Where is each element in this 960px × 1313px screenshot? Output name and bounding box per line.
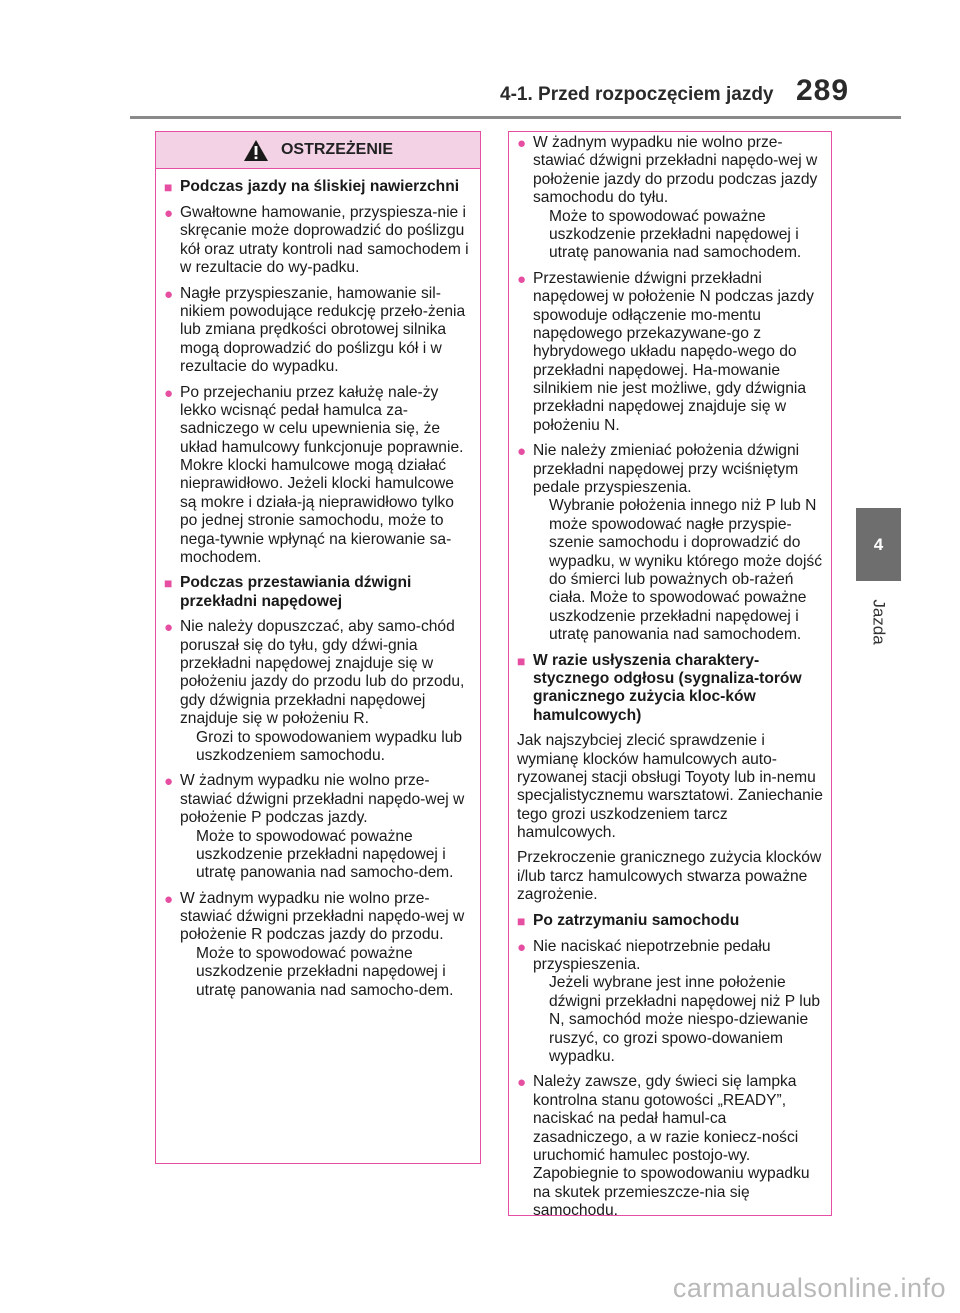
list-item-text: Po przejechaniu przez kałużę nale-ży lekko wcisnąć pedał hamulca za-sadniczego w celu upewnienia się, że układ hamulcowy funkcjonuje poprawnie. Mokre klocki hamulcowe mogą działać nieprawidłowo. Jeżeli klocki hamulcowe są mokre i działa-ją nieprawidłowo tylko po jednej stronie samochodu, może to nega-tywnie wpłynąć na kierowanie sa-mochodem.	[180, 383, 464, 567]
list-item-text: Nie należy dopuszczać, aby samo-chód poruszał się do tyłu, gdy dźwi-gnia przekładni napędowej znajduje się w położeniu jazdy do przodu lub do przodu, gdy dźwignia przekładni napędowej znajduje się w położeniu R.	[180, 618, 465, 728]
section-title: 4-1. Przed rozpoczęciem jazdy	[500, 84, 774, 105]
square-bullet-icon: ■	[164, 179, 173, 195]
chapter-tab[interactable]	[856, 508, 901, 581]
subheading-text: Podczas jazdy na śliskiej nawierzchni	[180, 178, 460, 195]
square-bullet-icon: ■	[164, 575, 173, 592]
warning-box-right	[508, 131, 832, 1220]
subheading-text: Podczas przestawiania dźwigni przekładni napędowej	[180, 574, 412, 610]
list-item	[164, 384, 474, 568]
list-item-text: Nagłe przyspieszanie, hamowanie sil-nikiem powodujące redukcję przeło-żenia lub zmiana prędkości obrotowej silnika mogą doprowadzić do poślizgu kół i w rezultacie do wypadku.	[180, 284, 466, 376]
list-item	[164, 890, 474, 1000]
circle-bullet-icon: ●	[164, 285, 174, 303]
list-item-subtext: Może to spowodować poważne uszkodzenie przekładni napędowej i utratę panowania nad samochodem.	[549, 207, 802, 262]
list-item	[517, 1073, 825, 1220]
circle-bullet-icon: ●	[164, 205, 174, 222]
list-item	[164, 618, 474, 765]
warning-header	[156, 132, 480, 169]
circle-bullet-icon: ●	[164, 773, 174, 791]
list-item-subtext: Jeżeli wybrane jest inne położenie dźwigni przekładni napędowej niż P lub N, samochód może niespo-dziewanie ruszyć, co grozi spowo-dowaniem wypadku.	[549, 974, 821, 1065]
chapter-number: 4	[873, 534, 884, 554]
watermark: carmanualsonline.info	[672, 1273, 946, 1303]
circle-bullet-icon: ●	[164, 384, 174, 402]
list-item-text: W żadnym wypadku nie wolno prze-stawiać dźwigni przekładni napędo-wej w położenie P podczas jazdy.	[180, 772, 465, 827]
list-item-subtext: Wybranie położenia innego niż P lub N może spowodować nagłe przyspie-szenie samochodu i doprowadzić do wypadku, w wyniku którego może dojść do śmierci lub poważnych ob-rażeń ciała. Może to spowodować poważne uszkodzenie przekładni napędowej i utratę panowania nad samochodem.	[549, 497, 823, 644]
list-item-text: Nie należy zmieniać położenia dźwigni przekładni napędowej przy wciśniętym pedale przyspieszenia.	[533, 442, 800, 497]
list-item	[517, 134, 825, 263]
list-item-text: Przestawienie dźwigni przekładni napędowej w położenie N podczas jazdy spowoduje odłączenie mo-mentu napędowego przekazywane-go z hybrydowego układu napędo-wego do przekładni napędowej. Ha-mowanie silnikiem nie jest możliwe, gdy dźwignia przekładni napędowej znajduje się w położeniu N.	[533, 269, 814, 434]
list-item-subtext: Może to spowodować poważne uszkodzenie przekładni napędowej i utratę panowania nad samocho-dem.	[196, 944, 454, 999]
list-item	[517, 270, 825, 436]
page-number: 289	[796, 74, 850, 107]
list-item-text: W żadnym wypadku nie wolno prze-stawiać dźwigni przekładni napędo-wej w położenie jazdy do przodu podczas jazdy samochodu do tyłu.	[533, 134, 818, 207]
list-item	[164, 772, 474, 882]
chapter-label-wrap	[856, 592, 901, 652]
circle-bullet-icon: ●	[517, 938, 527, 956]
subheading-brake-wear	[517, 652, 825, 726]
list-item	[517, 938, 825, 1067]
list-item-text: Gwałtowne hamowanie, przyspiesza-nie i skręcanie może doprowadzić do poślizgu kół oraz utraty kontroli nad samochodem i w rezultacie do wy-padku.	[180, 204, 469, 277]
paragraph: Jak najszybciej zlecić sprawdzenie i wymianę klocków hamulcowych auto-ryzowanej stacji obsługi Toyoty lub in-nemu specjalistycznemu warsztatowi. Zaniechanie tego grozi uszkodzeniem tarcz hamulcowych.	[517, 732, 823, 842]
circle-bullet-icon: ●	[164, 890, 174, 908]
subheading-slippery	[164, 178, 474, 197]
list-item	[164, 285, 474, 377]
list-item-text: Należy zawsze, gdy świeci się lampka kontrolna stanu gotowości „READY”, naciskać na pedał hamul-ca zasadniczego, a w razie koniecz-ności uruchomić hamulec postojo-wy. Zapobiegnie to spowodowaniu wypadku na skutek przemieszcze-nia się samochodu.	[533, 1073, 810, 1220]
subheading-text: W razie usłyszenia charaktery-stycznego odgłosu (sygnaliza-torów granicznego zużycia kloc-ków hamulcowych)	[533, 651, 802, 724]
right-column-content	[509, 132, 831, 1220]
list-item-text: W żadnym wypadku nie wolno prze-stawiać dźwigni przekładni napędo-wej w położenie R podczas jazdy do przodu.	[180, 889, 465, 944]
square-bullet-icon: ■	[517, 912, 526, 929]
circle-bullet-icon: ●	[517, 1074, 527, 1092]
subheading-text: Po zatrzymaniu samochodu	[533, 911, 740, 929]
warning-title: OSTRZEŻENIE	[280, 141, 393, 158]
circle-bullet-icon: ●	[517, 270, 527, 288]
list-item	[164, 204, 474, 278]
warning-box-left	[155, 131, 481, 1164]
list-item	[517, 442, 825, 644]
square-bullet-icon: ■	[517, 652, 526, 669]
warning-triangle-icon	[243, 139, 269, 162]
subheading-shifting	[164, 574, 474, 611]
list-item-subtext: Może to spowodować poważne uszkodzenie przekładni napędowej i utratę panowania nad samocho-dem.	[196, 827, 454, 882]
circle-bullet-icon: ●	[517, 443, 527, 461]
left-column-content	[156, 169, 480, 1000]
circle-bullet-icon: ●	[517, 135, 527, 152]
circle-bullet-icon: ●	[164, 619, 174, 637]
list-item-text: Nie naciskać niepotrzebnie pedału przyspieszenia.	[533, 937, 771, 974]
header-rule	[130, 116, 901, 119]
chapter-label: Jazda	[869, 599, 889, 645]
subheading-after-stop	[517, 912, 825, 931]
list-item-subtext: Grozi to spowodowaniem wypadku lub uszkodzeniem samochodu.	[196, 728, 463, 764]
paragraph: Przekroczenie granicznego zużycia klocków i/lub tarcz hamulcowych stwarza poważne zagrożenie.	[517, 849, 822, 904]
